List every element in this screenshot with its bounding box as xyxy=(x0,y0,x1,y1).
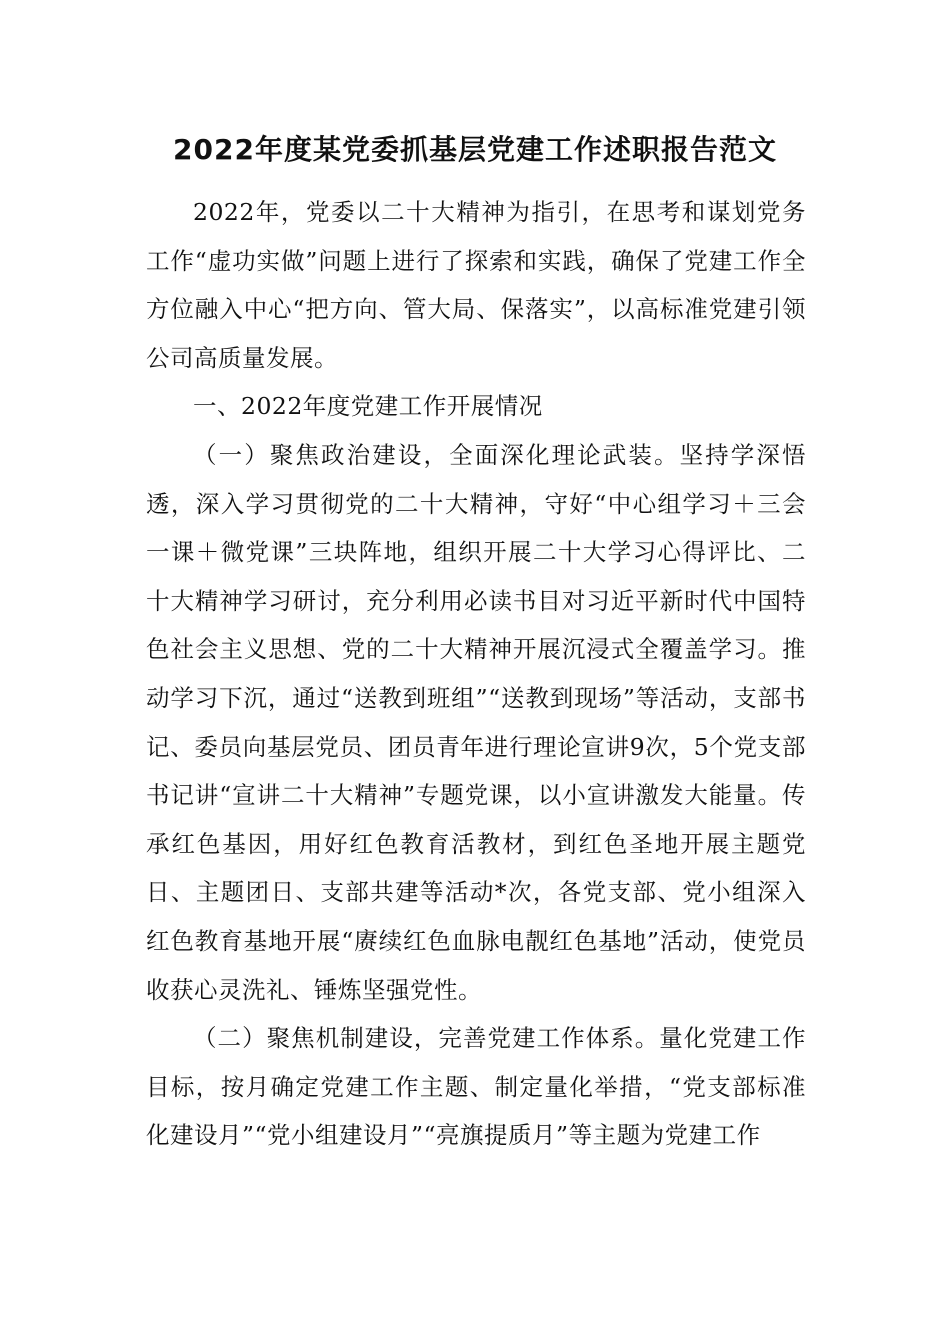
document-body xyxy=(146,188,806,1160)
intro-paragraph: 2022年，党委以二十大精神为指引，在思考和谋划党务工作“虚功实做”问题上进行了探索和实践，确保了党建工作全方位融入中心“把方向、管大局、保落实”，以高标准党建引领公司高质量发展。 xyxy=(146,198,806,372)
section-heading: 一、2022年度党建工作开展情况 xyxy=(193,392,543,421)
document-title: 2022年度某党委抓基层党建工作述职报告范文 xyxy=(173,133,777,166)
body-paragraph: （二）聚焦机制建设，完善党建工作体系。量化党建工作目标，按月确定党建工作主题、制定量化举措，“党支部标准化建设月”“党小组建设月”“亮旗提质月”等主题为党建工作 xyxy=(146,1024,806,1150)
body-paragraph: （一）聚焦政治建设，全面深化理论武装。坚持学深悟透，深入学习贯彻党的二十大精神，守好“中心组学习＋三会一课＋微党课”三块阵地，组织开展二十大学习心得评比、二十大精神学习研讨，充分利用必读书目对习近平新时代中国特色社会主义思想、党的二十大精神开展沉浸式全覆盖学习。推动学习下沉，通过“送教到班组”“送教到现场”等活动，支部书记、委员向基层党员、团员青年进行理论宣讲9次，5个党支部书记讲“宣讲二十大精神”专题党课，以小宣讲激发大能量。传承红色基因，用好红色教育活教材，到红色圣地开展主题党日、主题团日、支部共建等活动*次，各党支部、党小组深入红色教育基地开展“赓续红色血脉电靓红色基地”活动，使党员收获心灵洗礼、锤炼坚强党性。 xyxy=(146,440,806,1004)
